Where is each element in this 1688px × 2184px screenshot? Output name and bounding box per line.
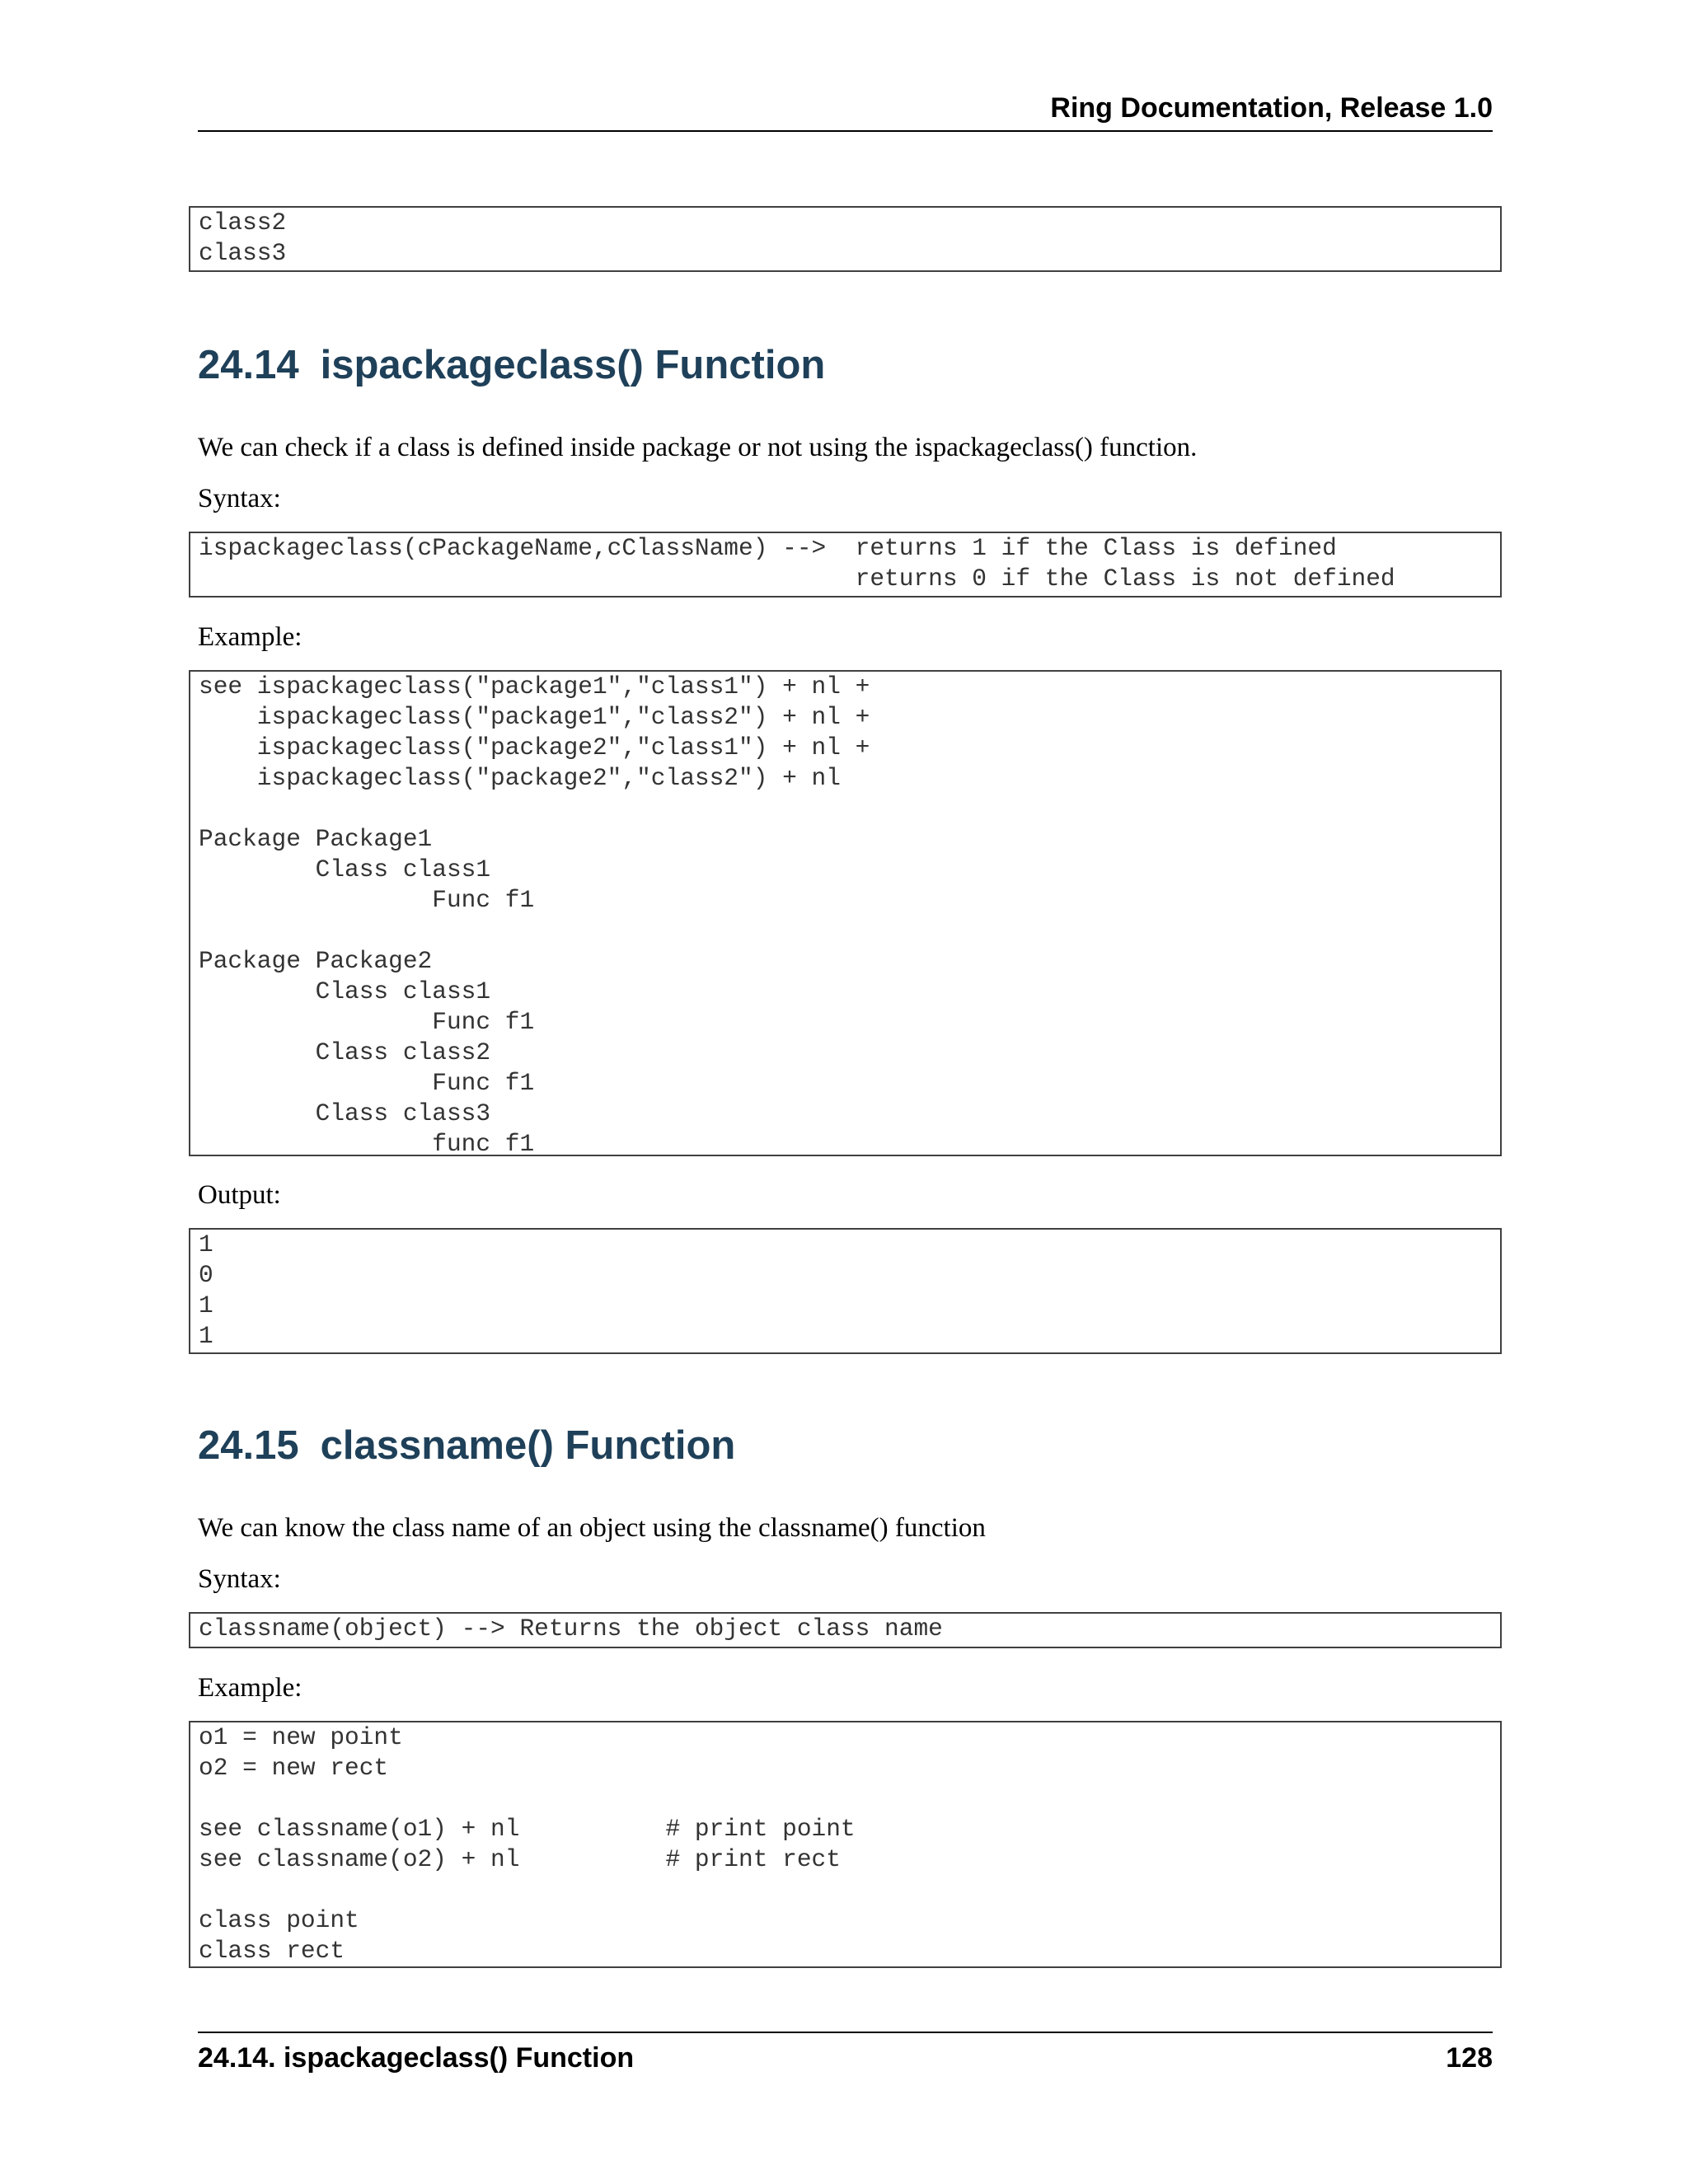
section-heading-24-14 (198, 342, 825, 388)
code-block-continued: class2 class3 (189, 206, 1502, 272)
page-number: 128 (1446, 2042, 1493, 2074)
output-label: Output: (198, 1180, 281, 1210)
intro-paragraph: We can know the class name of an object using the classname() function (198, 1513, 986, 1543)
syntax-code-block: ispackageclass(cPackageName,cClassName) --> returns 1 if the Class is defined returns 0 if the Class is not defined (189, 532, 1502, 598)
running-header: Ring Documentation, Release 1.0 (1050, 92, 1493, 124)
section-heading-24-15 (198, 1422, 735, 1469)
example-code-block: see ispackageclass("package1","class1") + nl + ispackageclass("package1","class2") + nl + ispackageclass("package2","class1") + nl + ispackageclass("package2","class2") + nl Package Package1 Class class1 Func f1 Package Package2 Class class1 Func f1 Class class2 Func f1 Class class3 func f1 (189, 670, 1502, 1156)
syntax-label: Syntax: (198, 484, 281, 513)
section-number: 24.15 (198, 1423, 299, 1468)
section-title-text: classname() Function (320, 1423, 736, 1468)
section-number: 24.14 (198, 343, 299, 387)
example-code-block: o1 = new point o2 = new rect see classname(o1) + nl # print point see classname(o2) + nl # print rect class point class rect (189, 1721, 1502, 1968)
syntax-label: Syntax: (198, 1564, 281, 1594)
output-code-block: 1 0 1 1 (189, 1228, 1502, 1354)
header-rule (198, 130, 1493, 132)
section-title-text: ispackageclass() Function (320, 343, 826, 387)
example-label: Example: (198, 1673, 302, 1703)
footer-rule (198, 2032, 1493, 2033)
intro-paragraph: We can check if a class is defined inside package or not using the ispackageclass() function. (198, 433, 1198, 462)
example-label: Example: (198, 622, 302, 652)
syntax-code-block: classname(object) --> Returns the object class name (189, 1612, 1502, 1648)
footer-section-title: 24.14. ispackageclass() Function (198, 2042, 635, 2074)
